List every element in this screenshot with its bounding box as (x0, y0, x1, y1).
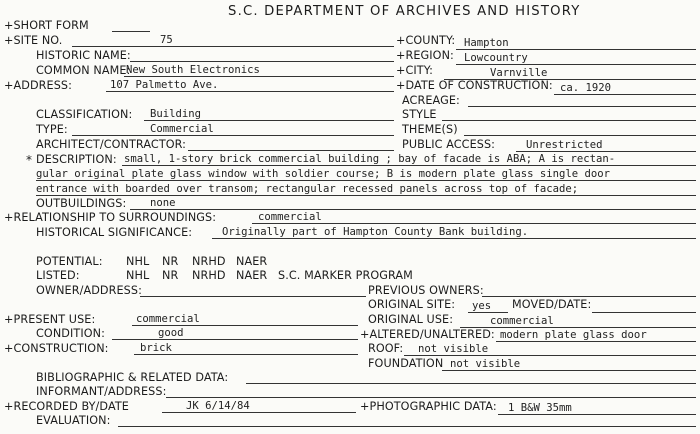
listed-nhl: NHL (126, 269, 150, 282)
photographic-label: +PHOTOGRAPHIC DATA: (360, 400, 497, 413)
owner-address-label: OWNER/ADDRESS: (36, 284, 142, 297)
original-site-line (468, 312, 508, 313)
original-use-line (460, 327, 696, 328)
construction-line (134, 354, 358, 355)
site-no-label: +SITE NO. (4, 34, 63, 47)
style-label: STYLE (402, 108, 437, 121)
theme-label: THEME(S) (402, 123, 458, 136)
altered-label: +ALTERED/UNALTERED: (360, 328, 495, 341)
potential-nr: NR (162, 255, 179, 268)
date-of-construction-label: +DATE OF CONSTRUCTION: (396, 79, 553, 92)
short-form-line (112, 31, 150, 32)
original-site-label: ORIGINAL SITE: (368, 298, 456, 311)
region-line (456, 64, 696, 65)
description-line-1: small, 1-story brick commercial building ; bay of facade is ABA; A is rectan- (124, 153, 616, 165)
listed-naer: NAER (236, 269, 268, 282)
informant-label: INFORMANT/ADDRESS: (36, 385, 167, 398)
common-name-value: New South Electronics (126, 64, 260, 76)
public-access-label: PUBLIC ACCESS: (402, 138, 496, 151)
historic-name-label: HISTORIC NAME: (36, 49, 131, 62)
county-line (456, 49, 696, 50)
listed-nr: NR (162, 269, 179, 282)
evaluation-line (118, 426, 696, 427)
form-header: S.C. DEPARTMENT OF ARCHIVES AND HISTORY (228, 4, 581, 19)
description-rule-2 (36, 180, 696, 181)
original-use-label: ORIGINAL USE: (368, 313, 454, 326)
date-of-construction-line (554, 94, 696, 95)
altered-value: modern plate glass door (500, 329, 647, 341)
county-value: Hampton (464, 37, 509, 49)
recorded-by-label: +RECORDED BY/DATE (4, 400, 129, 413)
previous-owners-line (482, 296, 696, 297)
theme-line (464, 135, 696, 136)
construction-value: brick (140, 342, 172, 354)
classification-value: Building (150, 108, 202, 120)
photographic-line (498, 414, 696, 415)
historical-significance-line (212, 238, 696, 239)
present-use-value: commercial (136, 313, 200, 325)
relationship-line (252, 223, 696, 224)
site-no-line (72, 46, 394, 47)
condition-label: CONDITION: (36, 327, 105, 340)
address-value: 107 Palmetto Ave. (110, 79, 219, 91)
acreage-label: ACREAGE: (402, 94, 460, 107)
description-line-2: gular original plate glass window with soldier course; B is modern plate glass single door (36, 168, 611, 180)
style-line (442, 120, 696, 121)
type-line (72, 135, 394, 136)
architect-line (188, 150, 394, 151)
classification-line (144, 120, 394, 121)
outbuildings-value: none (150, 197, 176, 209)
type-label: TYPE: (36, 123, 68, 136)
roof-value: not visible (418, 343, 489, 355)
outbuildings-line (130, 209, 696, 210)
present-use-line (132, 325, 358, 326)
potential-naer: NAER (236, 255, 268, 268)
roof-line (404, 355, 696, 356)
listed-nrhd: NRHD (192, 269, 226, 282)
construction-label: +CONSTRUCTION: (4, 342, 109, 355)
address-line (106, 91, 394, 92)
region-label: +REGION: (396, 49, 454, 62)
common-name-label: COMMON NAME: (36, 64, 131, 77)
description-line-3: entrance with boarded over transom; rectangular recessed panels across top of facade; (36, 183, 579, 195)
city-value: Varnville (490, 67, 548, 79)
recorded-by-value: JK 6/14/84 (186, 400, 250, 412)
owner-address-line (140, 296, 366, 297)
roof-label: ROOF: (368, 342, 404, 355)
description-rule-3 (36, 195, 696, 196)
historical-significance-label: HISTORICAL SIGNIFICANCE: (36, 226, 193, 239)
previous-owners-label: PREVIOUS OWNERS: (368, 284, 484, 297)
address-label: +ADDRESS: (4, 79, 72, 92)
condition-value: good (158, 327, 184, 339)
photographic-value: 1 B&W 35mm (508, 402, 572, 414)
recorded-by-line (162, 412, 356, 413)
listed-label: LISTED: (36, 269, 80, 282)
date-of-construction-value: ca. 1920 (560, 82, 612, 94)
listed-sc-marker: S.C. MARKER PROGRAM (278, 269, 413, 282)
short-form-label: +SHORT FORM (4, 19, 89, 32)
bibliographic-line (246, 383, 696, 384)
description-rule-1 (122, 165, 696, 166)
foundation-value: not visible (450, 358, 521, 370)
original-site-value: yes (472, 300, 492, 312)
common-name-line (124, 76, 394, 77)
historic-name-line (130, 61, 394, 62)
bibliographic-label: BIBLIOGRAPHIC & RELATED DATA: (36, 371, 229, 384)
outbuildings-label: OUTBUILDINGS: (36, 197, 127, 210)
altered-line (496, 341, 696, 342)
original-use-value: commercial (490, 315, 554, 327)
acreage-line (468, 106, 696, 107)
potential-nhl: NHL (126, 255, 150, 268)
county-label: +COUNTY: (396, 34, 456, 47)
classification-label: CLASSIFICATION: (36, 108, 133, 121)
moved-date-label: MOVED/DATE: (512, 298, 592, 311)
type-value: Commercial (150, 123, 214, 135)
condition-line (112, 339, 358, 340)
public-access-line (516, 151, 696, 152)
present-use-label: +PRESENT USE: (4, 313, 96, 326)
potential-label: POTENTIAL: (36, 255, 103, 268)
description-star-icon: * (26, 153, 33, 167)
moved-date-line (592, 312, 696, 313)
evaluation-label: EVALUATION: (36, 414, 111, 427)
relationship-label: +RELATIONSHIP TO SURROUNDINGS: (4, 211, 217, 224)
architect-label: ARCHITECT/CONTRACTOR: (36, 138, 187, 151)
region-value: Lowcountry (464, 52, 528, 64)
public-access-value: Unrestricted (526, 139, 603, 151)
informant-line (166, 397, 696, 398)
description-label: DESCRIPTION: (36, 153, 117, 166)
historical-significance-value: Originally part of Hampton County Bank building. (222, 226, 529, 238)
potential-nrhd: NRHD (192, 255, 226, 268)
foundation-line (442, 370, 696, 371)
foundation-label: FOUNDATION (368, 357, 444, 370)
site-no-value: 75 (160, 34, 173, 46)
city-label: +CITY: (396, 64, 434, 77)
relationship-value: commercial (258, 211, 322, 223)
